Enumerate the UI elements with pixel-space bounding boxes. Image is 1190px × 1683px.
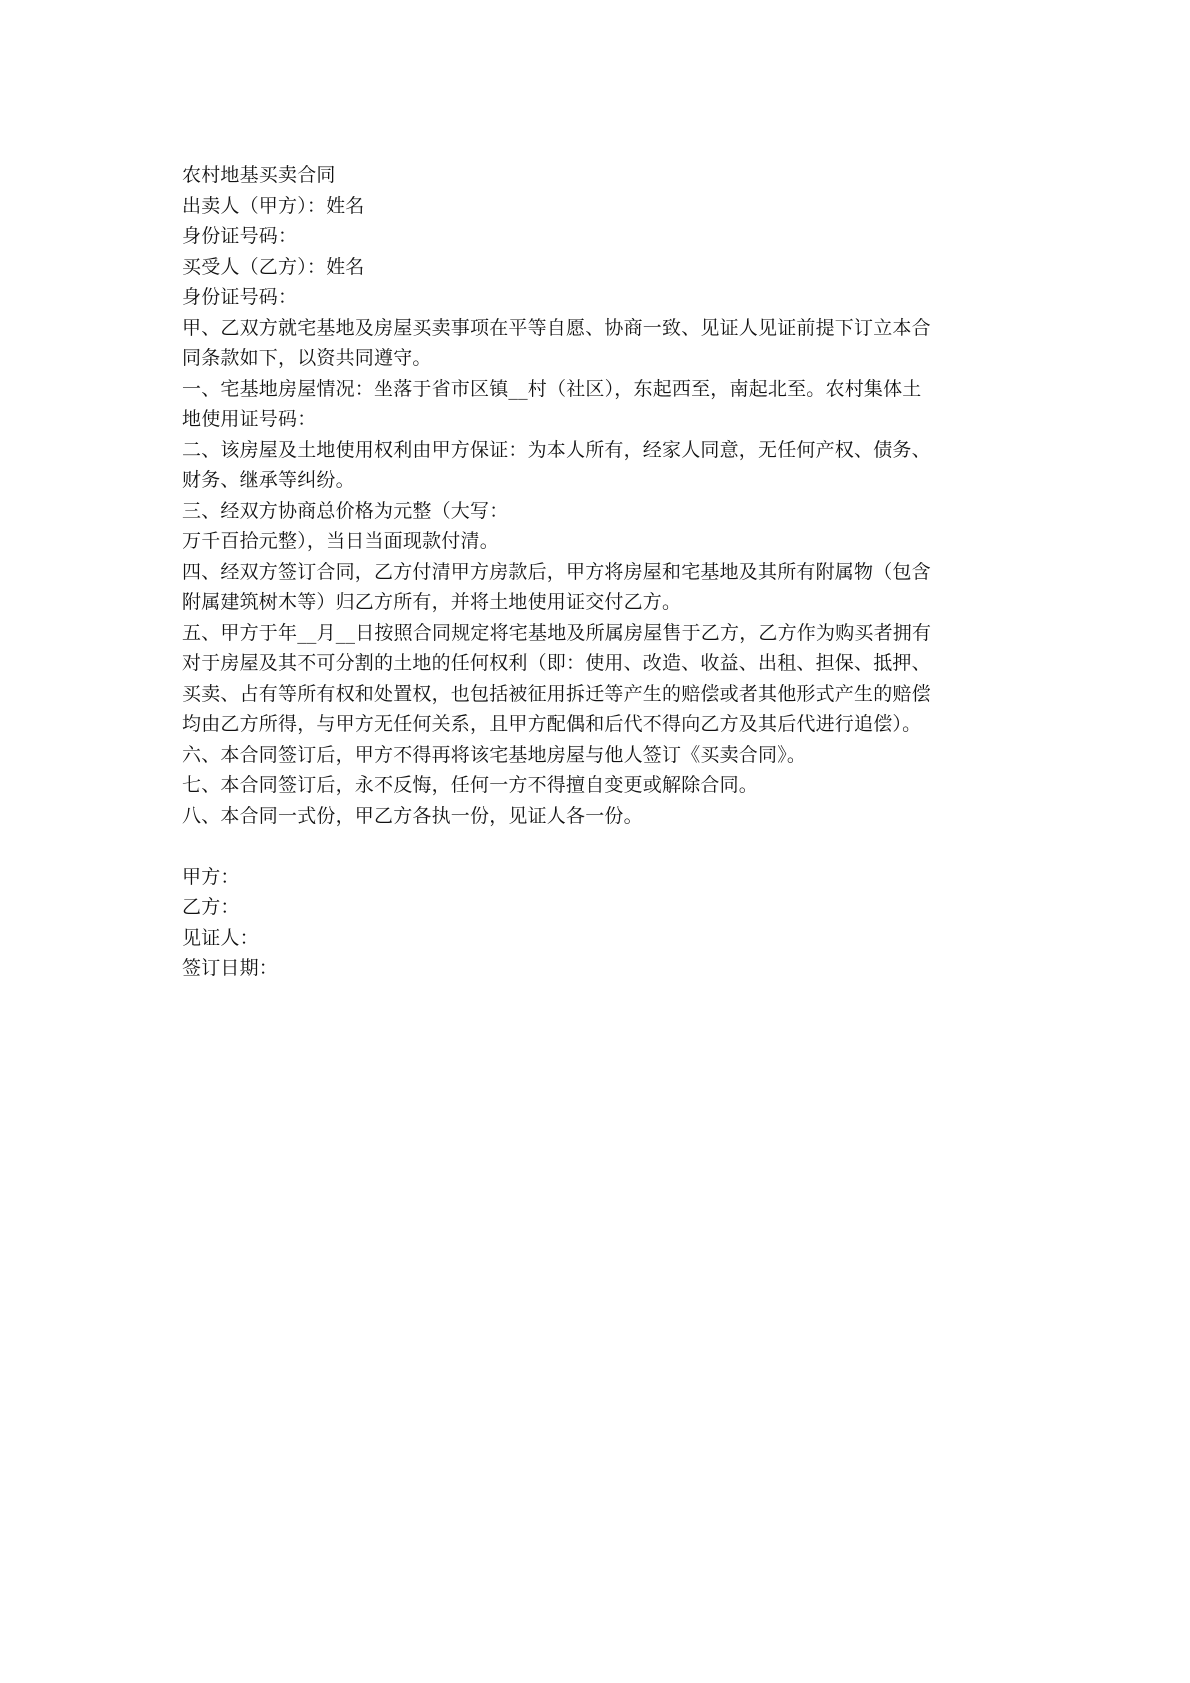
body-line: 甲、乙双方就宅基地及房屋买卖事项在平等自愿、协商一致、见证人见证前提下订立本合: [182, 316, 931, 339]
body-line: 对于房屋及其不可分割的土地的任何权利（即：使用、改造、收益、出租、担保、抵押、: [182, 652, 931, 674]
clause-7: 七、本合同签订后，永不反悔，任何一方不得擅自变更或解除合同。: [182, 774, 759, 796]
signature-party-b: 乙方：: [182, 896, 240, 918]
clause-1: 一、宅基地房屋情况：坐落于省市区镇__村（社区），东起西至，南起北至。农村集体土: [182, 377, 922, 400]
body-line: 万千百拾元整），当日当面现款付清。: [182, 530, 499, 552]
body-line: 财务、继承等纠纷。: [182, 469, 355, 491]
signature-witness: 见证人：: [182, 926, 259, 949]
clause-5: 五、甲方于年__月__日按照合同规定将宅基地及所属房屋售于乙方，乙方作为购买者拥有: [182, 621, 932, 644]
body-line: 同条款如下，以资共同遵守。: [182, 347, 432, 369]
clause-4: 四、经双方签订合同，乙方付清甲方房款后，甲方将房屋和宅基地及其所有附属物（包含: [182, 560, 931, 583]
signature-date: 签订日期：: [182, 957, 279, 979]
clause-3: 三、经双方协商总价格为元整（大写：: [182, 499, 509, 522]
seller-name-label: 出卖人（甲方）：姓名: [182, 194, 365, 217]
seller-id-label: 身份证号码：: [182, 225, 298, 247]
body-line: 附属建筑树木等）归乙方所有，并将土地使用证交付乙方。: [182, 591, 682, 613]
document-title: 农村地基买卖合同: [182, 164, 336, 186]
buyer-id-label: 身份证号码：: [182, 286, 298, 308]
spacer: [182, 831, 1012, 862]
clause-8: 八、本合同一式份，甲乙方各执一份，见证人各一份。: [182, 804, 643, 827]
clause-6: 六、本合同签订后，甲方不得再将该宅基地房屋与他人签订《买卖合同》。: [182, 743, 807, 766]
document-page: [182, 160, 1012, 984]
body-line: 均由乙方所得，与甲方无任何关系，且甲方配偶和后代不得向乙方及其后代进行追偿）。: [182, 713, 922, 735]
body-line: 地使用证号码：: [182, 408, 317, 430]
signature-party-a: 甲方：: [182, 865, 240, 888]
buyer-name-label: 买受人（乙方）：姓名: [182, 255, 365, 278]
clause-2: 二、该房屋及土地使用权利由甲方保证：为本人所有，经家人同意，无任何产权、债务、: [182, 438, 931, 461]
body-line: 买卖、占有等所有权和处置权，也包括被征用拆迁等产生的赔偿或者其他形式产生的赔偿: [182, 682, 931, 705]
